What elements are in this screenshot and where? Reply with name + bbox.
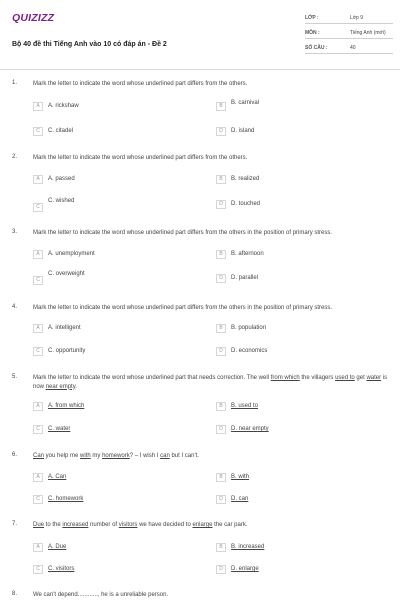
question-text: Mark the letter to indicate the word whose underlined part differs from the others in the position of primary stress. — [33, 305, 333, 311]
option-text: D. enlarge — [231, 566, 259, 572]
option-letter-box: D — [216, 495, 226, 504]
option-text: B. afternoon — [231, 251, 264, 257]
meta-count-key: SỐ CÂU : — [305, 45, 328, 51]
quizizz-logo: QUIZIZZ — [12, 12, 55, 24]
option-text: A. from which — [48, 403, 85, 409]
option-text: C. citadel — [48, 128, 74, 134]
question-text: Due to the increased number of visitors we have decided to enlarge the car park. — [33, 522, 248, 528]
option-letter-box: C — [33, 495, 43, 504]
meta-divider — [305, 53, 393, 54]
option-text: D. touched — [231, 201, 261, 207]
underlined-part: with — [80, 453, 91, 459]
underlined-part: Can — [33, 453, 45, 459]
option-text: A. Due — [48, 544, 67, 550]
option-letter-box: B — [216, 175, 226, 184]
option-text: D. parallel — [231, 275, 259, 281]
option-letter-box: C — [33, 276, 43, 285]
meta-subject-value: Tiếng Anh (mới) — [350, 30, 386, 36]
question-number: 8. — [12, 591, 18, 597]
worksheet-header — [12, 10, 388, 60]
question-number: 3. — [12, 229, 18, 235]
option-text: A. intelligent — [48, 325, 81, 331]
underlined-part: visitors — [118, 522, 138, 528]
underlined-part: used to — [335, 375, 355, 381]
option-letter-box: B — [216, 324, 226, 333]
option-letter-box: D — [216, 274, 226, 283]
question-number: 2. — [12, 154, 18, 160]
question-6 — [12, 452, 392, 514]
option-text: C. overweight — [48, 271, 85, 277]
header-divider — [0, 69, 400, 70]
question-5 — [12, 374, 392, 440]
option-letter-box: A — [33, 102, 43, 111]
meta-count-value: 40 — [350, 45, 356, 51]
meta-divider — [305, 23, 393, 24]
question-number: 4. — [12, 304, 18, 310]
option-letter-box: B — [216, 402, 226, 411]
option-text: B. population — [231, 325, 267, 331]
question-number: 5. — [12, 374, 18, 380]
option-text: A. passed — [48, 176, 75, 182]
option-text: C. visitors — [48, 566, 75, 572]
question-text: Mark the letter to indicate the word whose underlined part differs from the others in the position of primary stress. — [33, 230, 333, 236]
option-letter-box: C — [33, 425, 43, 434]
option-text: A. rickshaw — [48, 103, 79, 109]
question-text: Can you help me with my homework? – I wish I can but I can't. — [33, 453, 199, 459]
option-letter-box: B — [216, 102, 226, 111]
option-letter-box: C — [33, 127, 43, 136]
option-text: C. opportunity — [48, 348, 86, 354]
option-text: D. near empty — [231, 426, 269, 432]
option-text: A. Can — [48, 474, 67, 480]
meta-subject — [305, 25, 393, 40]
option-letter-box: D — [216, 200, 226, 209]
option-text: B. used to — [231, 403, 259, 409]
question-7 — [12, 521, 392, 583]
option-letter-box: C — [33, 565, 43, 574]
underlined-part: Due — [33, 522, 45, 528]
option-letter-box: A — [33, 473, 43, 482]
question-3 — [12, 229, 392, 291]
option-text: C. water — [48, 426, 71, 432]
option-letter-box: A — [33, 175, 43, 184]
underlined-part: near empty — [45, 383, 76, 390]
underlined-part: from which — [270, 375, 300, 381]
option-text: C. homework — [48, 496, 84, 502]
question-text: Mark the letter to indicate the word whose underlined part that needs correction. The well from which the villagers used to get water is now near empty. — [33, 375, 388, 390]
worksheet-title: Bộ 40 đề thi Tiếng Anh vào 10 có đáp án - Đề 2 — [12, 41, 167, 48]
option-letter-box: C — [33, 347, 43, 356]
option-letter-box: D — [216, 347, 226, 356]
option-text: B. with — [231, 474, 250, 480]
option-letter-box: C — [33, 203, 43, 212]
meta-subject-key: MÔN : — [305, 30, 320, 36]
option-letter-box: A — [33, 324, 43, 333]
option-letter-box: A — [33, 543, 43, 552]
question-2 — [12, 154, 392, 216]
question-text: We can't depend............, he is a unreliable person. — [33, 592, 169, 598]
option-letter-box: D — [216, 565, 226, 574]
option-letter-box: D — [216, 127, 226, 136]
question-number: 7. — [12, 521, 18, 527]
question-number: 6. — [12, 452, 18, 458]
meta-count — [305, 40, 393, 55]
underlined-part: homework — [102, 453, 130, 459]
underlined-part: can — [160, 453, 170, 459]
option-letter-box: A — [33, 250, 43, 259]
worksheet-meta — [305, 10, 393, 55]
option-text: A. unemployment — [48, 251, 95, 257]
underlined-part: enlarge — [192, 522, 213, 528]
option-text: B. carnival — [231, 100, 260, 106]
question-1 — [12, 80, 392, 142]
question-4 — [12, 304, 392, 366]
option-text: D. can — [231, 496, 249, 502]
underlined-part: water — [366, 375, 382, 381]
underlined-part: increased — [62, 522, 89, 528]
option-text: D. island — [231, 128, 255, 134]
question-number: 1. — [12, 80, 18, 86]
option-text: C. wished — [48, 198, 75, 204]
meta-grade-value: Lớp 9 — [350, 15, 364, 21]
meta-grade — [305, 10, 393, 25]
option-letter-box: D — [216, 425, 226, 434]
option-letter-box: B — [216, 473, 226, 482]
option-letter-box: B — [216, 543, 226, 552]
option-text: B. increased — [231, 544, 265, 550]
option-text: D. economics — [231, 348, 268, 354]
meta-grade-key: LỚP : — [305, 15, 319, 21]
question-text: Mark the letter to indicate the word whose underlined part differs from the others. — [33, 81, 248, 87]
option-text: B. realized — [231, 176, 260, 182]
option-letter-box: A — [33, 402, 43, 411]
question-text: Mark the letter to indicate the word whose underlined part differs from the others. — [33, 155, 248, 161]
meta-divider — [305, 38, 393, 39]
question-8 — [12, 591, 392, 600]
option-letter-box: B — [216, 250, 226, 259]
